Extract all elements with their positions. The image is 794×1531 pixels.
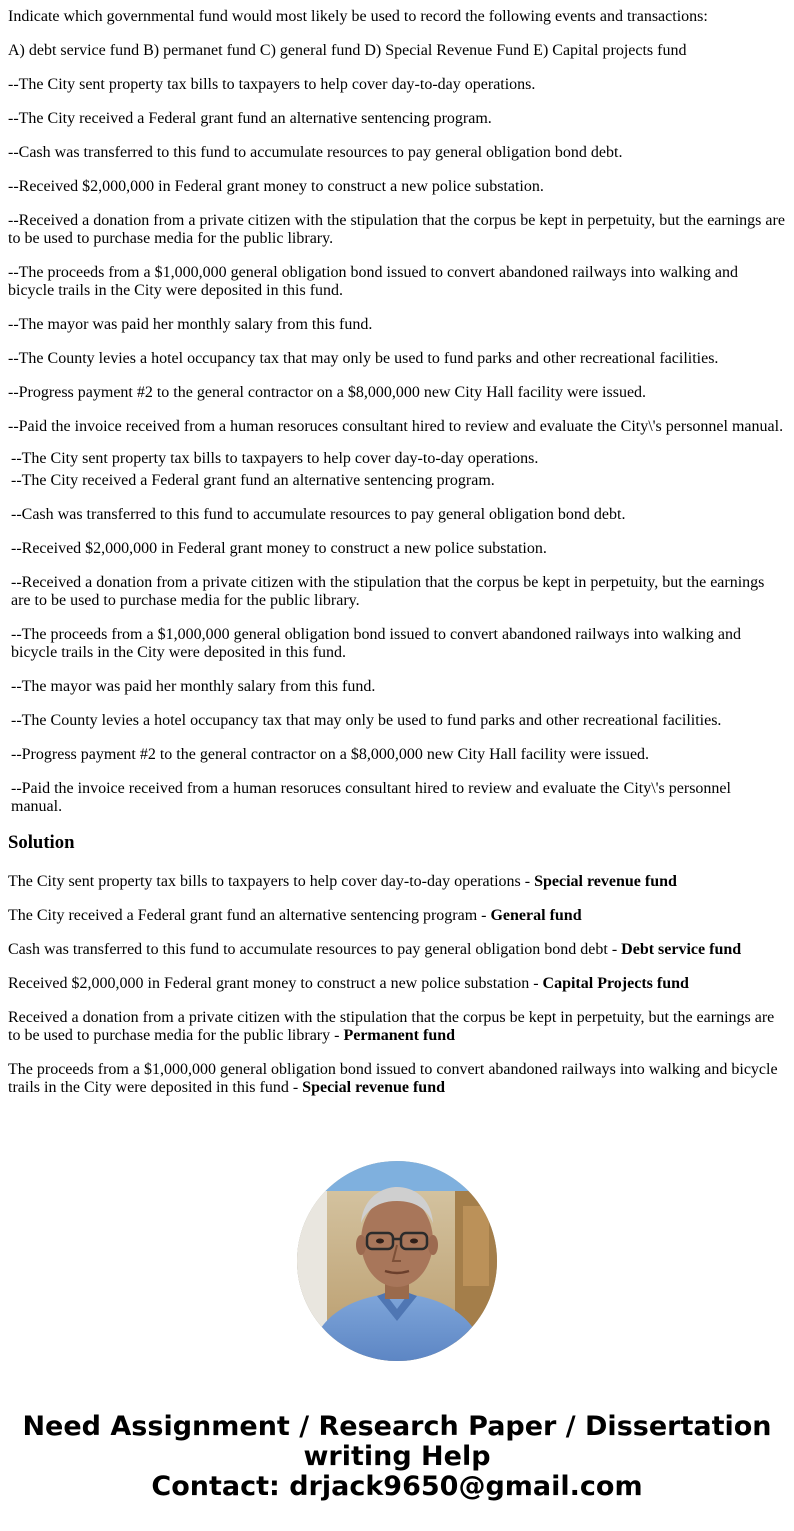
answer-text: Received $2,000,000 in Federal grant money to construct a new police substation - [8, 975, 543, 992]
question-item: --The City received a Federal grant fund an alternative sentencing program. [8, 110, 492, 127]
answer-text: The City sent property tax bills to taxpayers to help cover day-to-day operations - [8, 873, 535, 890]
question-item: --The mayor was paid her monthly salary from this fund. [8, 316, 373, 333]
table-row: --Progress payment #2 to the general contractor on a $8,000,000 new City Hall facility were issued. [11, 746, 650, 763]
question-item: --Cash was transferred to this fund to accumulate resources to pay general obligation bond debt. [8, 144, 623, 161]
question-item: --The City sent property tax bills to taxpayers to help cover day-to-day operations. [8, 76, 536, 93]
table-row: --Received a donation from a private citizen with the stipulation that the corpus be kept in perpetuity, but the earnings are to be used to purchase media for the public library. [11, 574, 765, 609]
question-item: --Received $2,000,000 in Federal grant money to construct a new police substation. [8, 178, 544, 195]
solution-answer [8, 1061, 786, 1097]
table-row: --The mayor was paid her monthly salary from this fund. [11, 678, 376, 695]
answer-text: Received a donation from a private citizen with the stipulation that the corpus be kept in perpetuity, but the earnings are to be used to purchase media for the public library - [8, 1009, 775, 1044]
answer-text: The City received a Federal grant fund an alternative sentencing program - [8, 907, 491, 924]
answer-text: Cash was transferred to this fund to accumulate resources to pay general obligation bond debt - [8, 941, 622, 958]
question-item: --The County levies a hotel occupancy tax that may only be used to fund parks and other recreational facilities. [8, 350, 719, 367]
banner-line: writing Help [303, 1441, 491, 1472]
solution-answer [8, 975, 786, 993]
banner-line: Need Assignment / Research Paper / Dissertation [22, 1411, 772, 1442]
table-row: --Paid the invoice received from a human resoruces consultant hired to review and evaluate the City\'s personnel manual. [11, 780, 731, 815]
answer-options: A) debt service fund B) permanet fund C) general fund D) Special Revenue Fund E) Capital projects fund [8, 42, 687, 59]
table-row: --The City sent property tax bills to taxpayers to help cover day-to-day operations. [11, 450, 539, 467]
question-item: --The proceeds from a $1,000,000 general obligation bond issued to convert abandoned railways into walking and bicycle trails in the City were deposited in this fund. [8, 264, 739, 299]
answer-text: The proceeds from a $1,000,000 general obligation bond issued to convert abandoned railways into walking and bicycle trails in the City were deposited in this fund - [8, 1061, 778, 1096]
table-row: --The County levies a hotel occupancy tax that may only be used to fund parks and other recreational facilities. [11, 712, 722, 729]
solution-answer [8, 907, 786, 925]
table-row: --Received $2,000,000 in Federal grant money to construct a new police substation. [11, 540, 547, 557]
banner-contact: Contact: drjack9650@gmail.com [151, 1471, 643, 1502]
answer-fund: Special revenue fund [302, 1079, 445, 1096]
solution-answer [8, 1009, 786, 1045]
answer-fund: Special revenue fund [534, 873, 677, 890]
answer-fund: Debt service fund [621, 941, 742, 958]
author-avatar [297, 1161, 497, 1361]
person-portrait-icon [297, 1161, 497, 1361]
promo-banner [0, 1412, 794, 1502]
question-item: --Paid the invoice received from a human resoruces consultant hired to review and evaluate the City\'s personnel manual. [8, 418, 784, 435]
table-row: --The City received a Federal grant fund an alternative sentencing program. [11, 472, 495, 489]
table-row: --The proceeds from a $1,000,000 general obligation bond issued to convert abandoned railways into walking and bicycle trails in the City were deposited in this fund. [11, 626, 742, 661]
question-table [8, 450, 786, 816]
solution-answer [8, 941, 786, 959]
avatar [297, 1161, 497, 1361]
solution-heading: Solution [8, 832, 75, 853]
document-body [0, 8, 794, 1097]
answer-fund: Capital Projects fund [542, 975, 689, 992]
table-row: --Cash was transferred to this fund to accumulate resources to pay general obligation bond debt. [11, 506, 626, 523]
answer-fund: Permanent fund [343, 1027, 456, 1044]
question-title: Indicate which governmental fund would most likely be used to record the following events and transactions: [8, 8, 708, 25]
solution-answer [8, 873, 786, 891]
question-item: --Progress payment #2 to the general contractor on a $8,000,000 new City Hall facility were issued. [8, 384, 647, 401]
answer-fund: General fund [490, 907, 582, 924]
question-item: --Received a donation from a private citizen with the stipulation that the corpus be kept in perpetuity, but the earnings are to be used to purchase media for the public library. [8, 212, 785, 247]
